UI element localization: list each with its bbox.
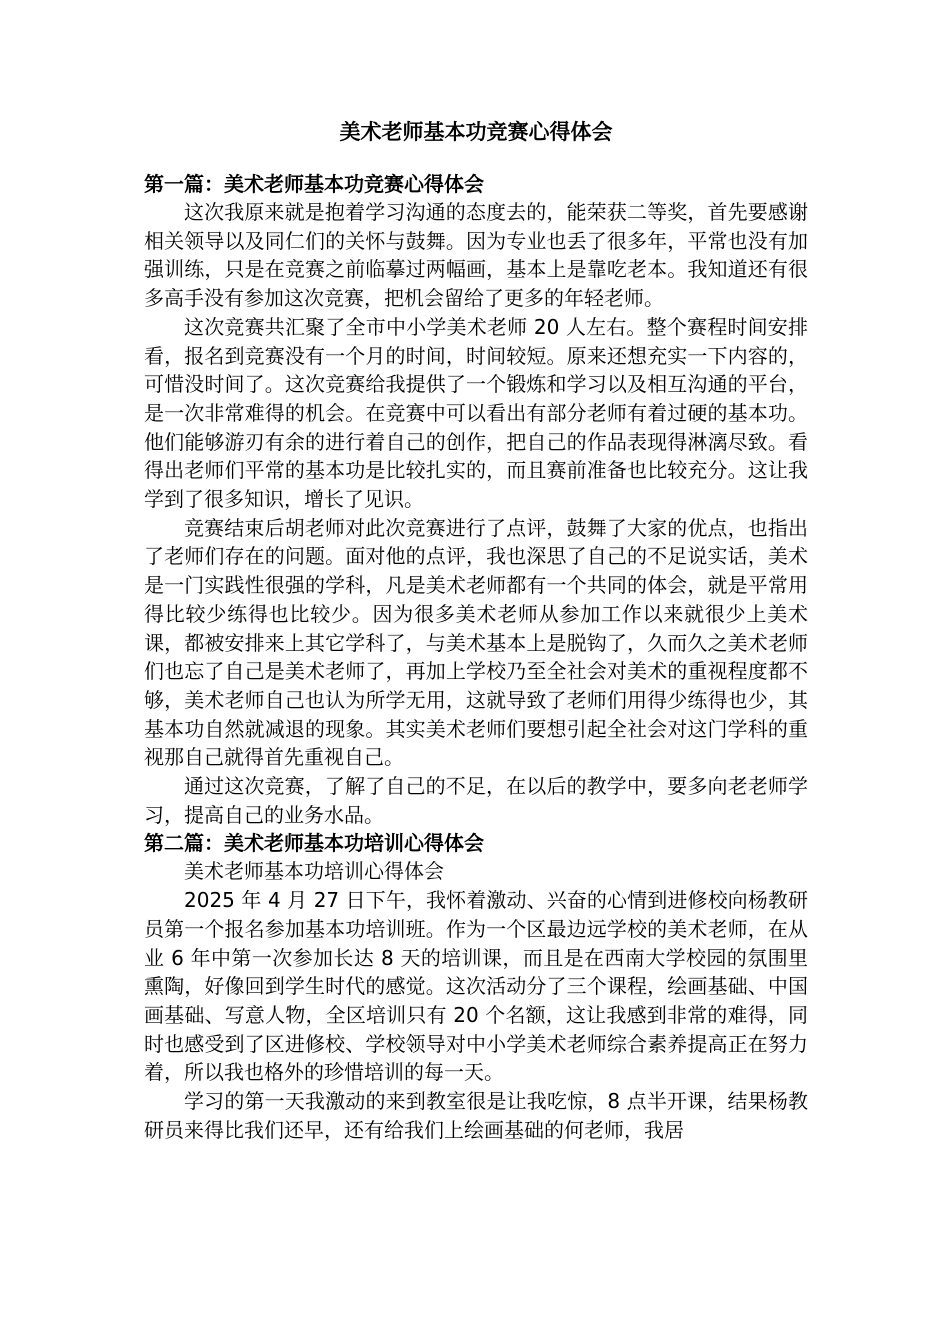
paragraph: 通过这次竞赛，了解了自己的不足，在以后的教学中，要多向老老师学习，提高自己的业务水品。: [144, 774, 808, 827]
section-two: [144, 829, 808, 1144]
paragraph: 学习的第一天我激动的来到教室很是让我吃惊，8 点半开课，结果杨教研员来得比我们还早，还有给我们上绘画基础的何老师，我居: [144, 1089, 808, 1142]
section-subtitle: 美术老师基本功培训心得体会: [184, 859, 444, 884]
section-heading: 第二篇：美术老师基本功培训心得体会: [144, 831, 484, 856]
document-page: [144, 112, 808, 1145]
section-one: [144, 170, 808, 829]
section-heading: 第一篇：美术老师基本功竞赛心得体会: [144, 172, 484, 196]
document-title: 美术老师基本功竞赛心得体会: [339, 120, 613, 144]
paragraph: 竞赛结束后胡老师对此次竞赛进行了点评，鼓舞了大家的优点，也指出了老师们存在的问题。面对他的点评，我也深思了自己的不足说实话，美术是一门实践性很强的学科，凡是美术老师都有一个共同的体会，就是平常用得比较少练得也比较少。因为很多美术老师从参加工作以来就很少上美术课，都被安排来上其它学科了，与美术基本上是脱钩了，久而久之美术老师们也忘了自己是美术老师了，再加上学校乃至全社会对美术的重视程度都不够，美术老师自己也认为所学无用，这就导致了老师们用得少练得也少，其基本功自然就减退的现象。其实美术老师们要想引起全社会对这门学科的重视那自己就得首先重视自己。: [144, 515, 808, 770]
paragraph: 这次竞赛共汇聚了全市中小学美术老师 20 人左右。整个赛程时间安排看，报名到竞赛没有一个月的时间，时间较短。原来还想充实一下内容的，可惜没时间了。这次竞赛给我提供了一个锻炼和学习以及相互沟通的平台，是一次非常难得的机会。在竞赛中可以看出有部分老师有着过硬的基本功。他们能够游刃有余的进行着自己的创作，把自己的作品表现得淋漓尽致。看得出老师们平常的基本功是比较扎实的，而且赛前准备也比较充分。这让我学到了很多知识，增长了见识。: [144, 314, 808, 512]
paragraph: 这次我原来就是抱着学习沟通的态度去的，能荣获二等奖，首先要感谢相关领导以及同仁们的关怀与鼓舞。因为专业也丢了很多年，平常也没有加强训练，只是在竞赛之前临摹过两幅画，基本上是靠吃老本。我知道还有很多高手没有参加这次竞赛，把机会留给了更多的年轻老师。: [144, 200, 808, 311]
paragraph: 2025 年 4 月 27 日下午，我怀着激动、兴奋的心情到进修校向杨教研员第一个报名参加基本功培训班。作为一个区最边远学校的美术老师，在从业 6 年中第一次参加长达 8 天的培训课，而且是在西南大学校园的氛围里熏陶，好像回到学生时代的感觉。这次活动分了三个课程，绘画基础、中国画基础、写意人物，全区培训只有 20 个名额，这让我感到非常的难得，同时也感受到了区进修校、学校领导对中小学美术老师综合素养提高正在努力着，所以我也格外的珍惜培训的每一天。: [144, 888, 808, 1085]
